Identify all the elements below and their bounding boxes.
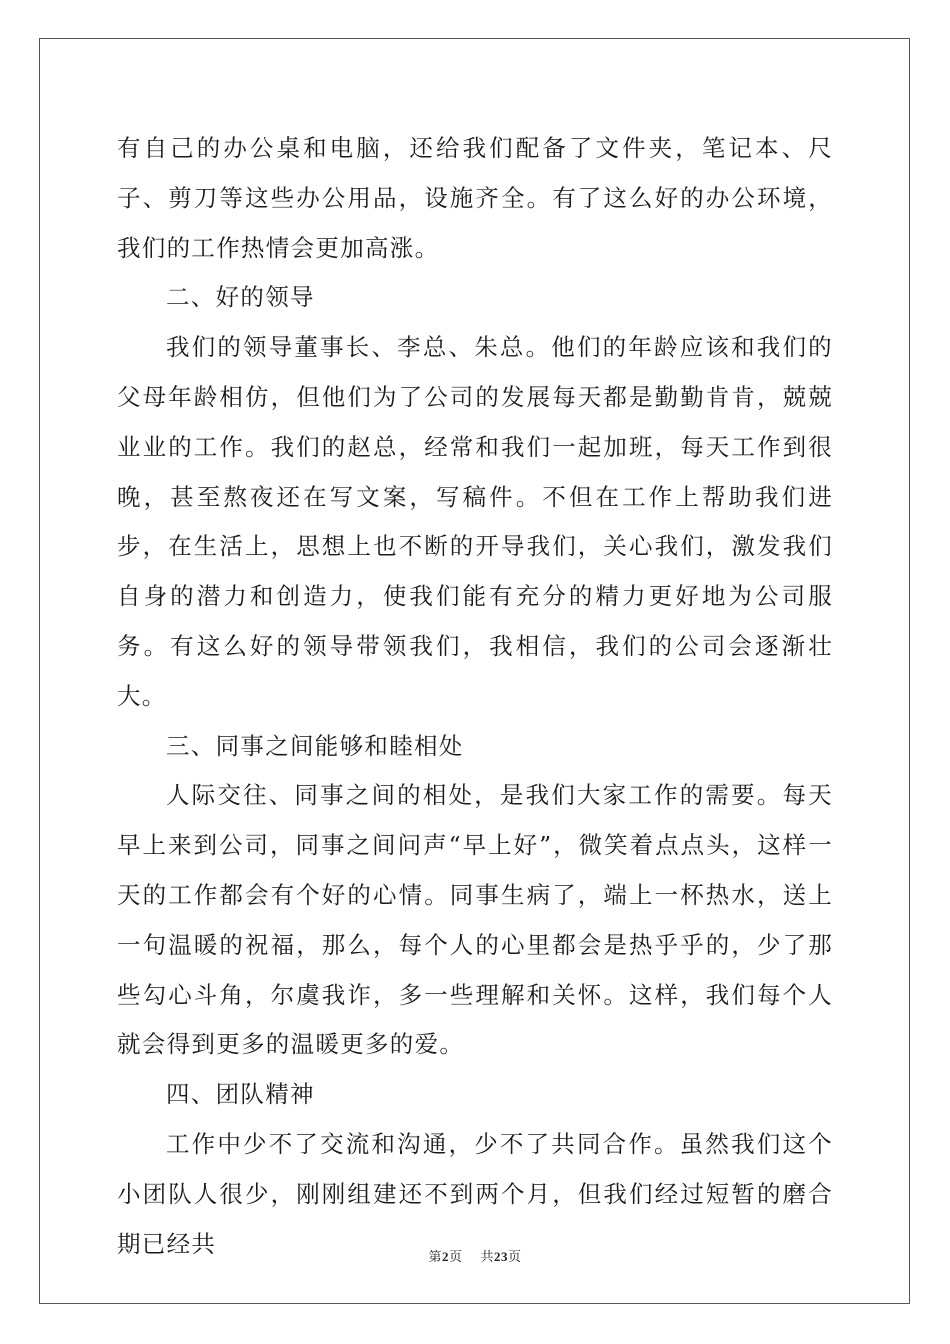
section-heading-team-spirit: 四、团队精神 (166, 1080, 315, 1109)
page-number: 2 (441, 1249, 449, 1264)
page-footer (0, 1246, 950, 1265)
total-suffix: 页 (508, 1250, 522, 1265)
document-body (117, 124, 833, 1269)
paragraph-leadership: 我们的领导董事长、李总、朱总。他们的年龄应该和我们的父母年龄相仿，但他们为了公司的发展每天都是勤勤肯肯，兢兢业业的工作。我们的赵总，经常和我们一起加班，每天工作到很晚，甚至熬夜还在写文案，写稿件。不但在工作上帮助我们进步，在生活上，思想上也不断的开导我们，关心我们，激发我们自身的潜力和创造力，使我们能有充分的精力更好地为公司服务。有这么好的领导带领我们，我相信，我们的公司会逐渐壮大。 (117, 333, 833, 710)
paragraph-continuation: 有自己的办公桌和电脑，还给我们配备了文件夹，笔记本、尺子、剪刀等这些办公用品，设施齐全。有了这么好的办公环境，我们的工作热情会更加高涨。 (117, 134, 833, 262)
section-heading-leadership: 二、好的领导 (166, 283, 315, 312)
total-pages: 23 (494, 1249, 509, 1264)
paragraph-team-spirit: 工作中少不了交流和沟通，少不了共同合作。虽然我们这个小团队人很少，刚刚组建还不到两个月，但我们经过短暂的磨合期已经共 (117, 1129, 833, 1258)
page-suffix: 页 (448, 1250, 463, 1265)
paragraph-colleagues: 人际交往、同事之间的相处，是我们大家工作的需要。每天早上来到公司，同事之间问声“早上好”，微笑着点点头，这样一天的工作都会有个好的心情。同事生病了，端上一杯热水，送上一句温暖的祝福，那么，每个人的心里都会是热乎乎的，少了那些勾心斗角，尔虞我诈，多一些理解和关怀。这样，我们每个人就会得到更多的温暖更多的爱。 (117, 781, 833, 1059)
section-heading-colleagues: 三、同事之间能够和睦相处 (166, 731, 464, 760)
page-prefix: 第 (428, 1250, 442, 1265)
total-prefix: 共 (480, 1250, 495, 1265)
